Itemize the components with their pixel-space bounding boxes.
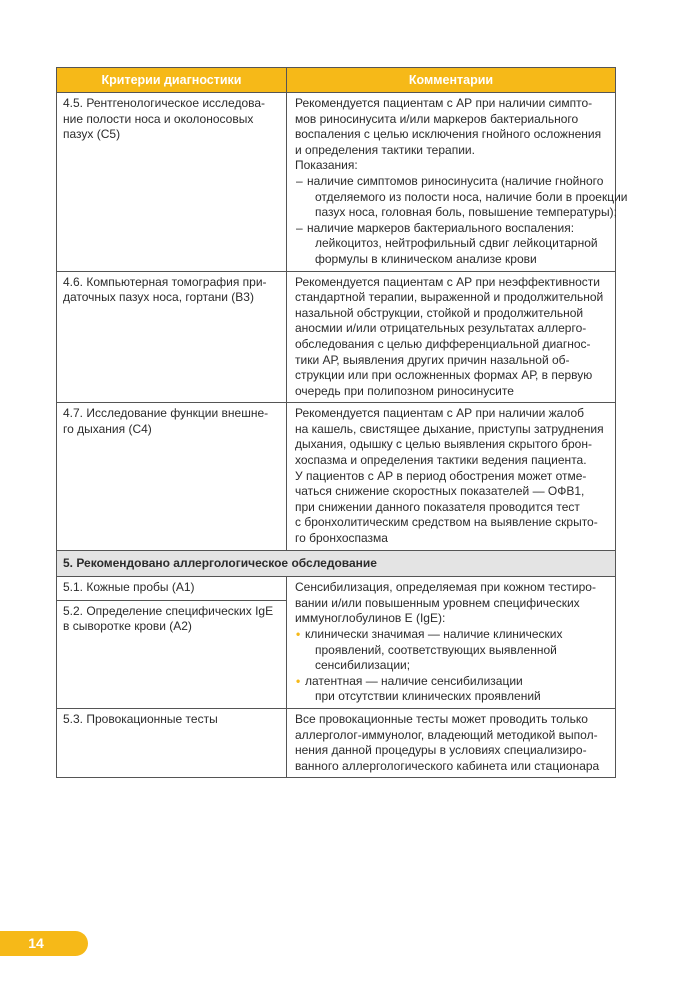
text-line: клинически значимая — наличие клинических <box>305 627 563 641</box>
text-line: вании и/или повышенным уровнем специфических <box>295 595 580 610</box>
text-line: дыхания, одышку с целью выявления скрытого брон- <box>295 437 592 452</box>
bullet-marker: • <box>296 627 301 641</box>
table-row <box>57 577 616 709</box>
text-line: аллерголог-иммунолог, владеющий методикой выпол- <box>295 727 598 742</box>
criterion-cell <box>57 577 287 709</box>
text-line: чаться снижение скоростных показателей — ОФВ1, <box>295 484 585 499</box>
dash-marker: – <box>296 220 303 235</box>
comment-cell <box>287 403 616 550</box>
text-line: при отсутствии клинических проявлений <box>315 689 541 704</box>
text-line: тики АР, выявления других причин назальной об- <box>295 352 570 367</box>
text-line: отделяемого из полости носа, наличие боли в проекции <box>315 189 628 204</box>
text-line: с бронхолитическим средством на выявление скрыто- <box>295 515 598 530</box>
text-line: проявлений, соответствующих выявленной <box>315 642 557 657</box>
text-line: 5.3. Провокационные тесты <box>63 711 218 726</box>
text-line: стандартной терапии, выраженной и продолжительной <box>295 290 604 305</box>
criterion-cell <box>57 93 287 272</box>
text-line: хоспазма и определения тактики ведения пациента. <box>295 453 587 468</box>
criterion-5-2 <box>63 601 280 635</box>
section-row <box>57 550 616 577</box>
header-comments: Комментарии <box>287 68 616 93</box>
criterion-cell <box>57 403 287 550</box>
section-title: 5. Рекомендовано аллергологическое обследование <box>57 550 616 577</box>
list-item <box>295 674 609 705</box>
text-line: мов риносинусита и/или маркеров бактериального <box>295 111 579 126</box>
text-line: формулы в клиническом анализе крови <box>315 251 537 266</box>
criterion-5-1 <box>57 577 286 601</box>
text-line: Рекомендуется пациентам с АР при наличии жалоб <box>295 406 585 421</box>
page-number: 14 <box>28 935 44 951</box>
comment-cell <box>287 93 628 272</box>
text-line: Рекомендуется пациентам с АР при неэффективности <box>295 274 600 289</box>
comment-cell <box>287 271 616 403</box>
text-line: обследования с целью дифференциальной диагнос- <box>295 336 591 351</box>
text-line: лейкоцитоз, нейтрофильный сдвиг лейкоцитарной <box>315 236 598 251</box>
dash-marker: – <box>296 173 303 188</box>
text-line: назальной обструкции, стойкой и продолжительной <box>295 305 584 320</box>
diagnostics-table <box>56 67 628 778</box>
text-line: наличие симптомов риносинусита (наличие гнойного <box>307 173 604 188</box>
criterion-cell <box>57 271 287 403</box>
table-row <box>57 93 616 272</box>
header-criteria: Критерии диагностики <box>57 68 287 93</box>
text-line: Рекомендуется пациентам с АР при наличии симпто- <box>295 96 593 110</box>
table-row <box>57 708 616 777</box>
text-line: пазух (С5) <box>63 127 121 142</box>
text-line: при снижении данного показателя проводится тест <box>295 499 580 514</box>
text-line: У пациентов с АР в период обострения может отме- <box>295 468 587 483</box>
bullet-marker: • <box>296 673 301 688</box>
list-item <box>295 221 609 268</box>
text-line: воспаления с целью исключения гнойного осложнения <box>295 127 602 142</box>
text-line: иммуноглобулинов Е (IgE): <box>295 611 446 626</box>
table-header-row <box>57 68 616 93</box>
text-line: в сыворотке крови (А2) <box>63 619 192 634</box>
text-line: аносмии и/или отрицательных результатах аллерго- <box>295 321 587 336</box>
criterion-cell <box>57 708 287 777</box>
text-line: даточных пазух носа, гортани (В3) <box>63 290 254 305</box>
text-line: го дыхания (С4) <box>63 421 152 436</box>
text-line: струкции или при осложненных формах АР, в первую <box>295 368 593 383</box>
text-line: сенсибилизации; <box>315 658 411 673</box>
text-line: очередь при полипозном риносинусите <box>295 383 514 398</box>
text-line: 4.6. Компьютерная томография при- <box>63 274 267 289</box>
text-line: пазух носа, головная боль, повышение температуры); <box>315 205 617 220</box>
text-line: Все провокационные тесты может проводить только <box>295 711 588 726</box>
text-line: латентная — наличие сенсибилизации <box>305 673 523 688</box>
text-line: Сенсибилизация, определяемая при кожном тестиро- <box>295 580 596 595</box>
comment-cell <box>287 577 616 709</box>
text-line: на кашель, свистящее дыхание, приступы затруднения <box>295 421 604 436</box>
text-line: 4.5. Рентгенологическое исследова- <box>63 96 266 110</box>
text-line: 5.1. Кожные пробы (А1) <box>63 580 195 595</box>
text-line: го бронхоспазма <box>295 531 388 546</box>
text-line: 4.7. Исследование функции внешне- <box>63 406 269 421</box>
list-item <box>295 627 609 674</box>
comment-cell <box>287 708 616 777</box>
text-line: Показания: <box>295 158 358 173</box>
table-row <box>57 403 616 550</box>
text-line: ние полости носа и околоносовых <box>63 111 254 126</box>
text-line: и определения тактики терапии. <box>295 142 475 157</box>
table-row <box>57 271 616 403</box>
text-line: ванного аллергологического кабинета или стационара <box>295 758 600 773</box>
text-line: нения данной процедуры в условиях специализиро- <box>295 743 587 758</box>
list-item <box>295 173 628 221</box>
text-line: 5.2. Определение специфических IgE <box>63 603 274 618</box>
text-line: наличие маркеров бактериального воспаления: <box>307 220 575 235</box>
